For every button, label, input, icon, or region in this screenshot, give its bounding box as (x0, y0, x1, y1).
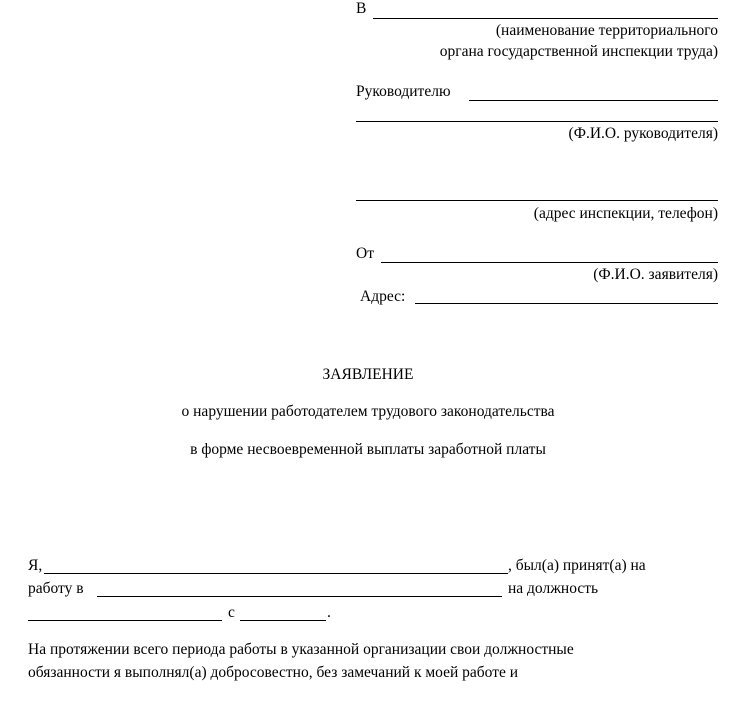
from-label: От (356, 245, 374, 262)
document-subtitle-2: в форме несвоевременной выплаты заработной платы (190, 441, 546, 458)
head-field[interactable] (469, 100, 718, 101)
inspection-address-field[interactable] (356, 200, 718, 201)
inspection-caption-2: органа государственной инспекции труда) (439, 43, 718, 60)
since-label: с (228, 604, 235, 621)
paragraph-line-2: обязанности я выполнял(а) добросовестно, без замечаний к моей работе и (28, 664, 519, 681)
applicant-caption: (Ф.И.О. заявителя) (593, 266, 718, 283)
address-caption: (адрес инспекции, телефон) (533, 205, 718, 222)
applicant-address-label: Адрес: (360, 288, 406, 305)
work-at-label: работу в (28, 580, 84, 597)
to-prefix: В (356, 0, 367, 17)
document-subtitle-1: о нарушении работодателем трудового законодательства (181, 403, 555, 420)
start-date-field[interactable] (240, 620, 326, 621)
applicant-name-field[interactable] (381, 262, 718, 263)
employer-field[interactable] (97, 596, 502, 597)
applicant-full-name-field[interactable] (44, 573, 508, 574)
position-field[interactable] (28, 620, 222, 621)
inspection-name-field[interactable] (373, 18, 718, 19)
paragraph-line-1: На протяжении всего периода работы в указанной организации свои должностные (28, 641, 574, 658)
applicant-address-field[interactable] (415, 303, 718, 304)
period-end: . (327, 604, 331, 621)
i-label: Я, (28, 557, 43, 574)
position-label: на должность (508, 580, 599, 597)
document-title: ЗАЯВЛЕНИЕ (322, 366, 414, 383)
inspection-caption-1: (наименование территориального (495, 22, 718, 39)
head-caption: (Ф.И.О. руководителя) (568, 125, 718, 142)
head-label: Руководителю (356, 83, 451, 100)
head-name-field[interactable] (356, 121, 718, 122)
hired-text: , был(а) принят(а) на (508, 557, 646, 574)
